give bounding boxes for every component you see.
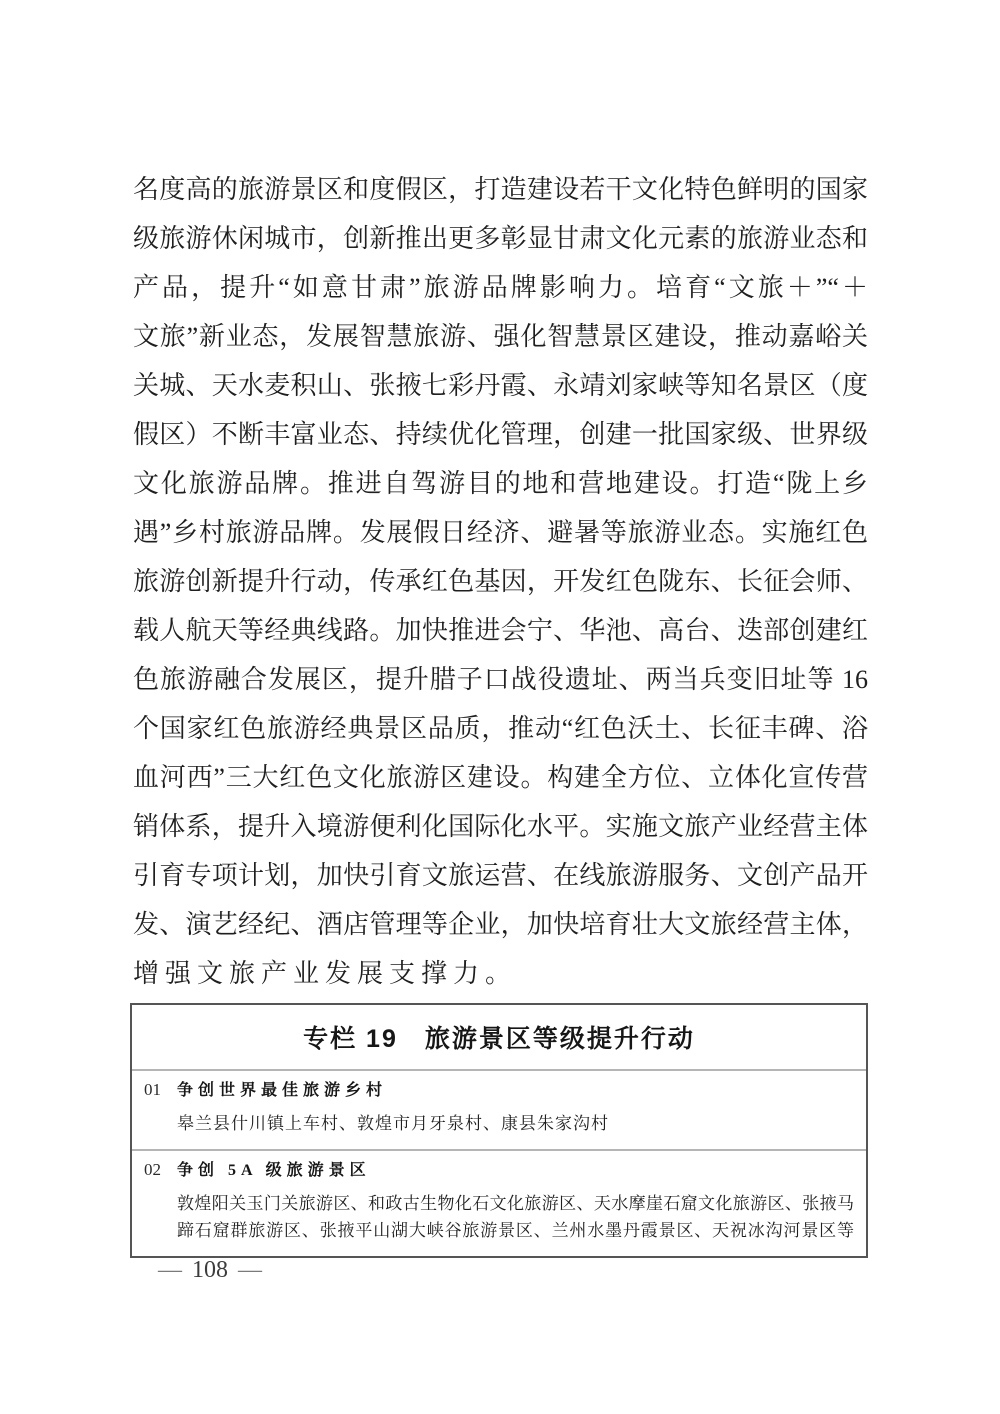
body-line: 遇”乡村旅游品牌。发展假日经济、避暑等旅游业态。实施红色	[133, 518, 868, 547]
box-row-title: 争创世界最佳旅游乡村	[177, 1082, 388, 1099]
box-row-02	[132, 1149, 866, 1256]
body-line: 名度高的旅游景区和度假区，打造建设若干文化特色鲜明的国家	[133, 175, 868, 204]
body-line: 产品，提升“如意甘肃”旅游品牌影响力。培育“文旅＋”“＋	[133, 273, 868, 302]
box-row-head	[144, 1081, 854, 1100]
body-line: 个国家红色旅游经典景区品质，推动“红色沃土、长征丰碑、浴	[133, 714, 868, 743]
body-line: 假区）不断丰富业态、持续优化管理，创建一批国家级、世界级	[133, 420, 868, 449]
box-row-title: 争创 5A 级旅游景区	[177, 1162, 371, 1179]
page-number-right-dash: —	[238, 1257, 262, 1283]
box-row-content-line: 皋兰县什川镇上车村、敦煌市月牙泉村、康县朱家沟村	[177, 1114, 609, 1133]
box-row-number: 01	[144, 1080, 161, 1099]
box-row-content-line: 蹄石窟群旅游区、张掖平山湖大峡谷旅游景区、兰州水墨丹霞景区、天祝冰沟河景区等	[177, 1221, 854, 1240]
paragraph-continuation	[133, 165, 868, 998]
feature-box-column-19	[130, 1003, 868, 1258]
body-line: 销体系，提升入境游便利化国际化水平。实施文旅产业经营主体	[133, 812, 868, 841]
page-number-left-dash: —	[158, 1257, 182, 1283]
body-line: 旅游创新提升行动，传承红色基因，开发红色陇东、长征会师、	[133, 567, 868, 596]
body-line: 文化旅游品牌。推进自驾游目的地和营地建设。打造“陇上乡	[133, 469, 868, 498]
box-row-content-line: 敦煌阳关玉门关旅游区、和政古生物化石文化旅游区、天水摩崖石窟文化旅游区、张掖马	[177, 1194, 854, 1213]
box-row-01	[132, 1071, 866, 1149]
body-line: 关城、天水麦积山、张掖七彩丹霞、永靖刘家峡等知名景区（度	[133, 371, 868, 400]
body-line: 载人航天等经典线路。加快推进会宁、华池、高台、迭部创建红	[133, 616, 868, 645]
page-number	[148, 1255, 272, 1285]
body-line: 色旅游融合发展区，提升腊子口战役遗址、两当兵变旧址等 16	[133, 665, 868, 694]
body-line: 增强文旅产业发展支撑力。	[133, 959, 518, 988]
body-line: 级旅游休闲城市，创新推出更多彰显甘肃文化元素的旅游业态和	[133, 224, 868, 253]
page-number-value: 108	[192, 1257, 228, 1283]
box-row-head	[144, 1161, 854, 1180]
feature-box-title: 专栏 19 旅游景区等级提升行动	[132, 1005, 866, 1071]
body-line: 引育专项计划，加快引育文旅运营、在线旅游服务、文创产品开	[133, 861, 868, 890]
box-row-number: 02	[144, 1160, 161, 1179]
body-line: 文旅”新业态，发展智慧旅游、强化智慧景区建设，推动嘉峪关	[133, 322, 868, 351]
body-line: 发、演艺经纪、酒店管理等企业，加快培育壮大文旅经营主体，	[133, 910, 868, 939]
body-line: 血河西”三大红色文化旅游区建设。构建全方位、立体化宣传营	[133, 763, 868, 792]
